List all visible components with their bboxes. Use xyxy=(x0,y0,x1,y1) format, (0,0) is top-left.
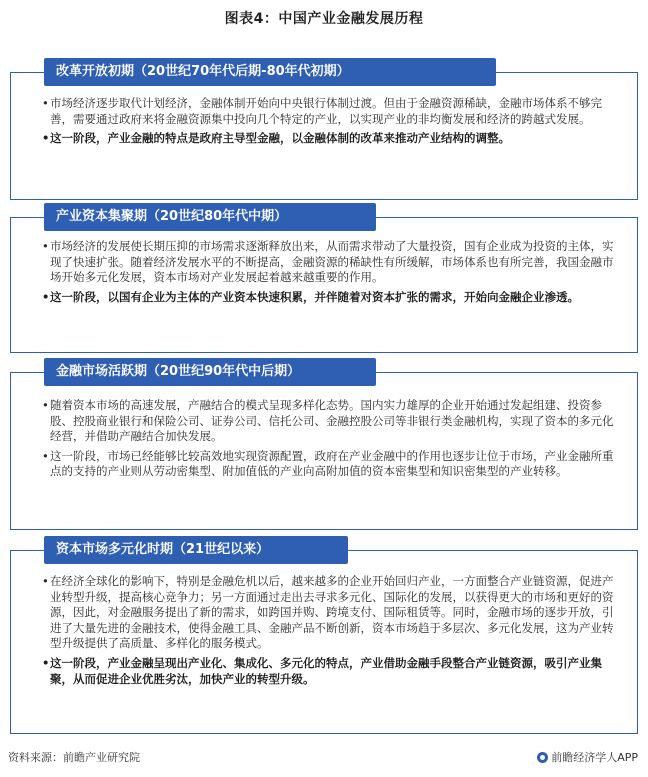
bullet-text: 市场经济的发展使长期压抑的市场需求逐渐释放出来，从而需求带动了大量投资，国有企业成为投资的主体，实现了快速扩张。随着经济发展水平的不断提高，金融资源的稀缺性有所缓解，市场体系也有所完善，我国金融市场开始多元化发展，资本市场对产业发展起着越来越重要的作用。 xyxy=(50,239,614,285)
phase-card-2 xyxy=(10,203,638,353)
bullet-text: 在经济全球化的影响下，特别是金融危机以后，越来越多的企业开始回归产业，一方面整合产业链资源，促进产业转型升级，提高核心竞争力；另一方面通过走出去寻求多元化、国际化的发展，以获得更大的市场和更好的资源，因此，对金融服务提出了新的需求，如跨国并购、跨境支付、国际租赁等。同时，金融市场的逐步开放，引进了大量先进的金融技术，使得金融工具、金融产品不断创新，资本市场趋于多层次、多元化发展，这为产业转型升级提供了高质量、多样化的服务模式。 xyxy=(50,574,614,651)
phase-header: 改革开放初期（20世纪70年代后期-80年代初期） xyxy=(44,58,496,86)
bullet-item: • 这一阶段，以国有企业为主体的产业资本快速积累，并伴随着对资本扩张的需求，开始向金融企业渗透。 xyxy=(42,289,579,304)
phase-header: 产业资本集聚期（20世纪80年代中期） xyxy=(44,203,376,231)
bullet-text: 这一阶段，市场已经能够比较高效地实现资源配置，政府在产业金融中的作用也逐步让位于市场，产业金融所重点的支持的产业则从劳动密集型、附加值低的产业向高附加值的资本密集型和知识密集型的产业转移。 xyxy=(50,448,614,479)
bullet-item: • 市场经济的发展使长期压抑的市场需求逐渐释放出来，从而需求带动了大量投资，国有企业成为投资的主体，实现了快速扩张。随着经济发展水平的不断提高，金融资源的稀缺性有所缓解，市场体系也有所完善，我国金融市场开始多元化发展，资本市场对产业发展起着越来越重要的作用。 xyxy=(42,239,614,285)
phase-card-1 xyxy=(10,58,638,200)
source-note: 资料来源：前瞻产业研究院 xyxy=(8,751,140,764)
phase-card-4 xyxy=(10,536,638,734)
phase-header: 金融市场活跃期（20世纪90年代中后期） xyxy=(44,358,376,386)
bullet-text: 这一阶段，以国有企业为主体的产业资本快速积累，并伴随着对资本扩张的需求，开始向金融企业渗透。 xyxy=(50,289,579,304)
bullet-item: • 随着资本市场的高速发展，产融结合的模式呈现多样化态势。国内实力雄厚的企业开始通过发起组建、投资参股、控股商业银行和保险公司、证券公司、信托公司、金融控股公司等非银行类金融机构，实现了资本的多元化经营，并借助产融结合加快发展。 xyxy=(42,398,614,444)
brand-footer xyxy=(537,749,638,765)
bullet-text: 这一阶段，产业金融呈现出产业化、集成化、多元化的特点，产业借助金融手段整合产业链资源，吸引产业集聚，从而促进企业优胜劣汰，加快产业的转型升级。 xyxy=(50,655,602,686)
phase-bullets xyxy=(10,574,638,691)
phase-bullets xyxy=(10,96,638,151)
bullet-text: 这一阶段，产业金融的特点是政府主导型金融，以金融体制的改革来推动产业结构的调整。 xyxy=(50,131,510,146)
bullet-item: • 市场经济逐步取代计划经济，金融体制开始向中央银行体制过渡。但由于金融资源稀缺，金融市场体系不够完善，需要通过政府来将金融资源集中投向几个特定的产业，以实现产业的非均衡发展和经济的跨越式发展。 xyxy=(42,96,602,126)
brand-name: 前瞻经济学人APP xyxy=(551,751,638,764)
bullet-item: • 在经济全球化的影响下，特别是金融危机以后，越来越多的企业开始回归产业，一方面整合产业链资源，促进产业转型升级，提高核心竞争力；另一方面通过走出去寻求多元化、国际化的发展，以获得更大的市场和更好的资源，因此，对金融服务提出了新的需求，如跨国并购、跨境支付、国际租赁等。同时，金融市场的逐步开放，引进了大量先进的金融技术，使得金融工具、金融产品不断创新，资本市场趋于多层次、多元化发展，这为产业转型升级提供了高质量、多样化的服务模式。 xyxy=(42,574,614,651)
brand-logo-icon xyxy=(537,752,548,763)
bullet-item: • 这一阶段，产业金融呈现出产业化、集成化、多元化的特点，产业借助金融手段整合产业链资源，吸引产业集聚，从而促进企业优胜劣汰，加快产业的转型升级。 xyxy=(42,655,602,686)
bullet-item: • 这一阶段，产业金融的特点是政府主导型金融，以金融体制的改革来推动产业结构的调整。 xyxy=(42,131,510,146)
bullet-item: • 这一阶段，市场已经能够比较高效地实现资源配置，政府在产业金融中的作用也逐步让位于市场，产业金融所重点的支持的产业则从劳动密集型、附加值低的产业向高附加值的资本密集型和知识密集型的产业转移。 xyxy=(42,448,614,479)
bullet-text: 市场经济逐步取代计划经济，金融体制开始向中央银行体制过渡。但由于金融资源稀缺，金融市场体系不够完善，需要通过政府来将金融资源集中投向几个特定的产业，以实现产业的非均衡发展和经济的跨越式发展。 xyxy=(50,96,602,126)
bullet-text: 随着资本市场的高速发展，产融结合的模式呈现多样化态势。国内实力雄厚的企业开始通过发起组建、投资参股、控股商业银行和保险公司、证券公司、信托公司、金融控股公司等非银行类金融机构，实现了资本的多元化经营，并借助产融结合加快发展。 xyxy=(50,398,614,444)
phase-card-3 xyxy=(10,358,638,530)
phase-bullets xyxy=(10,398,638,484)
phase-header: 资本市场多元化时期（21世纪以来） xyxy=(44,536,348,564)
phase-bullets xyxy=(10,239,638,309)
figure-title: 图表4：中国产业金融发展历程 xyxy=(224,11,424,27)
